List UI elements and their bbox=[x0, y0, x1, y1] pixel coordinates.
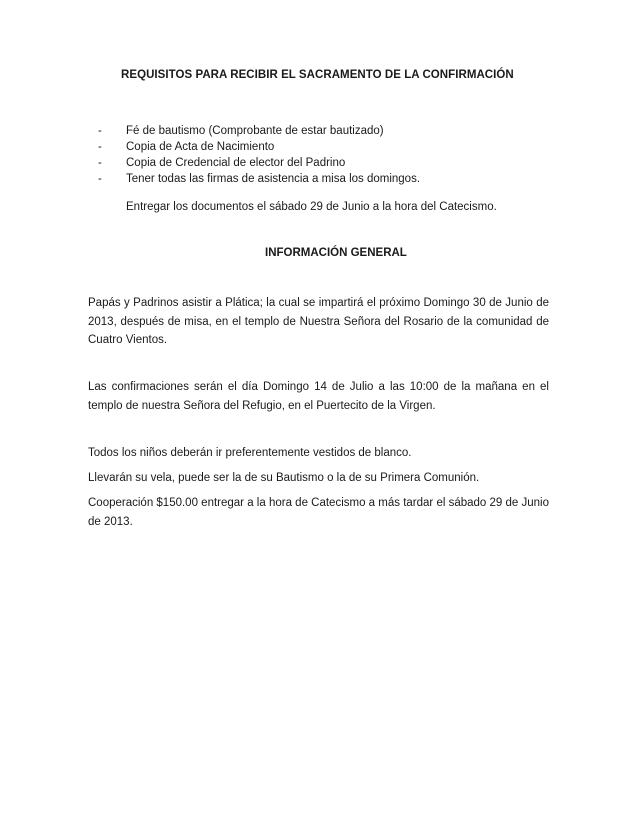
requirement-text: Fé de bautismo (Comprobante de estar bautizado) bbox=[126, 125, 384, 137]
bullet-dash: - bbox=[98, 173, 102, 185]
requirements-list bbox=[98, 123, 420, 187]
document-title: REQUISITOS PARA RECIBIR EL SACRAMENTO DE LA CONFIRMACIÓN bbox=[121, 69, 514, 81]
list-item bbox=[98, 155, 420, 171]
paragraph-cooperacion: Cooperación $150.00 entregar a la hora de Catecismo a más tardar el sábado 29 de Junio de 2013. bbox=[88, 497, 549, 528]
delivery-note: Entregar los documentos el sábado 29 de Junio a la hora del Catecismo. bbox=[126, 201, 497, 213]
paragraph-vela: Llevarán su vela, puede ser la de su Bautismo o la de su Primera Comunión. bbox=[88, 472, 480, 484]
requirement-text: Tener todas las firmas de asistencia a misa los domingos. bbox=[126, 173, 421, 185]
bullet-dash: - bbox=[98, 125, 102, 137]
list-item bbox=[98, 139, 420, 155]
general-info-heading: INFORMACIÓN GENERAL bbox=[265, 247, 407, 259]
paragraph-vestimenta: Todos los niños deberán ir preferentemente vestidos de blanco. bbox=[88, 447, 412, 459]
requirement-text: Copia de Acta de Nacimiento bbox=[126, 141, 275, 153]
list-item bbox=[98, 171, 420, 187]
paragraph-confirmaciones: Las confirmaciones serán el día Domingo 14 de Julio a las 10:00 de la mañana en el templo de nuestra Señora del Refugio, en el Puertecito de la Virgen. bbox=[88, 381, 549, 412]
bullet-dash: - bbox=[98, 157, 102, 169]
paragraph-platica: Papás y Padrinos asistir a Plática; la cual se impartirá el próximo Domingo 30 de Junio de 2013, después de misa, en el templo de Nuestra Señora del Rosario de la comunidad de Cuatro Vientos. bbox=[88, 297, 549, 346]
bullet-dash: - bbox=[98, 141, 102, 153]
list-item bbox=[98, 123, 420, 139]
requirement-text: Copia de Credencial de elector del Padrino bbox=[126, 157, 346, 169]
